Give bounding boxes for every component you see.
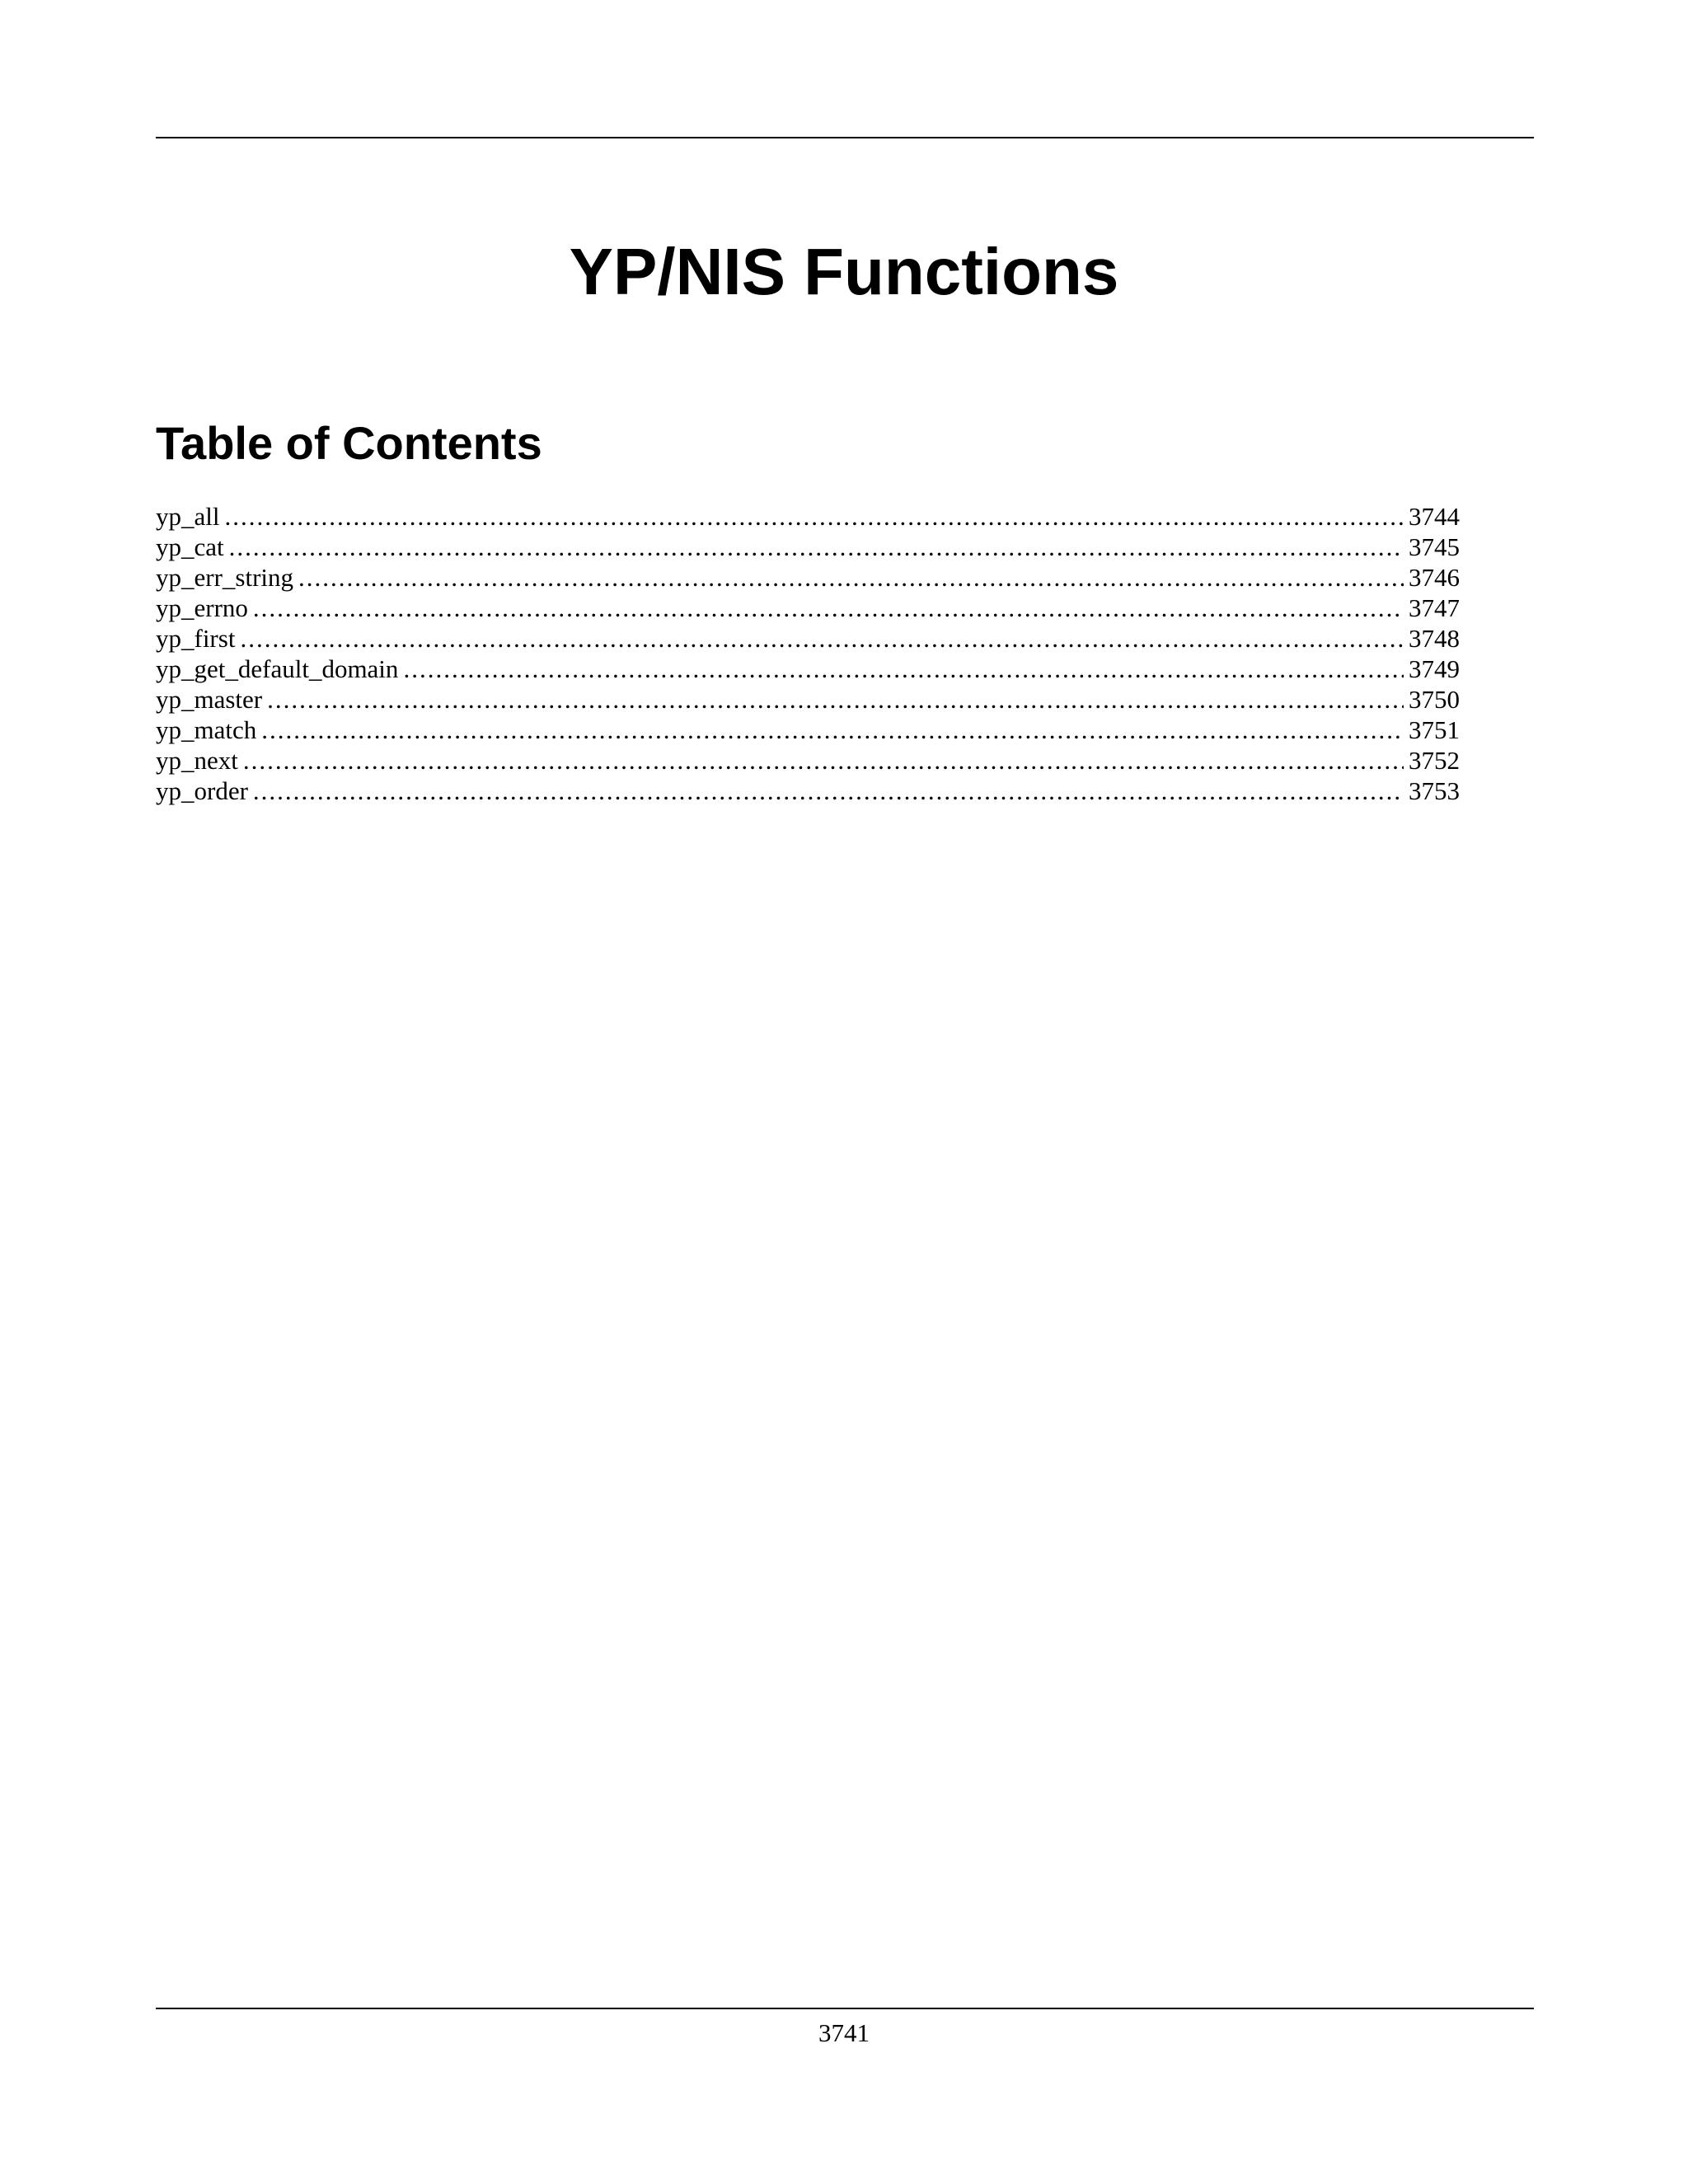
toc-list — [156, 501, 1460, 806]
toc-entry-yp-next[interactable] — [156, 745, 1460, 776]
toc-dot-leader — [253, 776, 1404, 806]
toc-entry-yp-order[interactable] — [156, 776, 1460, 806]
toc-entry-page: 3744 — [1409, 502, 1460, 531]
toc-entry-yp-master[interactable] — [156, 684, 1460, 715]
toc-entry-name: yp_match — [156, 715, 257, 744]
toc-dot-leader — [253, 593, 1404, 623]
toc-entry-page: 3747 — [1409, 593, 1460, 622]
toc-dot-leader — [243, 745, 1404, 776]
toc-entry-page: 3748 — [1409, 624, 1460, 653]
toc-entry-page: 3745 — [1409, 532, 1460, 561]
toc-entry-name: yp_get_default_domain — [156, 654, 399, 683]
toc-entry-name: yp_order — [156, 776, 248, 805]
toc-dot-leader — [298, 562, 1404, 593]
toc-entry-yp-first[interactable] — [156, 623, 1460, 654]
toc-dot-leader — [225, 501, 1404, 532]
toc-dot-leader — [403, 654, 1404, 684]
toc-entry-yp-get-default-domain[interactable] — [156, 654, 1460, 684]
toc-dot-leader — [261, 715, 1404, 745]
toc-entry-page: 3752 — [1409, 746, 1460, 775]
toc-entry-yp-match[interactable] — [156, 715, 1460, 745]
toc-entry-name: yp_first — [156, 624, 236, 653]
toc-entry-page: 3746 — [1409, 563, 1460, 592]
toc-entry-page: 3750 — [1409, 685, 1460, 714]
toc-entry-name: yp_all — [156, 502, 220, 531]
chapter-title: YP/NIS Functions — [569, 235, 1119, 308]
toc-dot-leader — [267, 684, 1404, 715]
toc-dot-leader — [229, 532, 1404, 562]
toc-entry-name: yp_next — [156, 746, 238, 775]
toc-entry-page: 3751 — [1409, 715, 1460, 744]
toc-entry-yp-cat[interactable] — [156, 532, 1460, 562]
toc-entry-yp-all[interactable] — [156, 501, 1460, 532]
footer-rule — [156, 2008, 1534, 2009]
toc-entry-yp-errno[interactable] — [156, 593, 1460, 623]
toc-entry-name: yp_err_string — [156, 563, 294, 592]
toc-entry-page: 3749 — [1409, 654, 1460, 683]
header-rule — [156, 137, 1534, 138]
toc-entry-name: yp_master — [156, 685, 263, 714]
toc-entry-name: yp_cat — [156, 532, 224, 561]
footer-page-number: 3741 — [818, 2018, 870, 2047]
toc-entry-yp-err-string[interactable] — [156, 562, 1460, 593]
toc-entry-page: 3753 — [1409, 776, 1460, 805]
toc-dot-leader — [240, 623, 1404, 654]
toc-entry-name: yp_errno — [156, 593, 248, 622]
toc-heading: Table of Contents — [156, 417, 542, 469]
